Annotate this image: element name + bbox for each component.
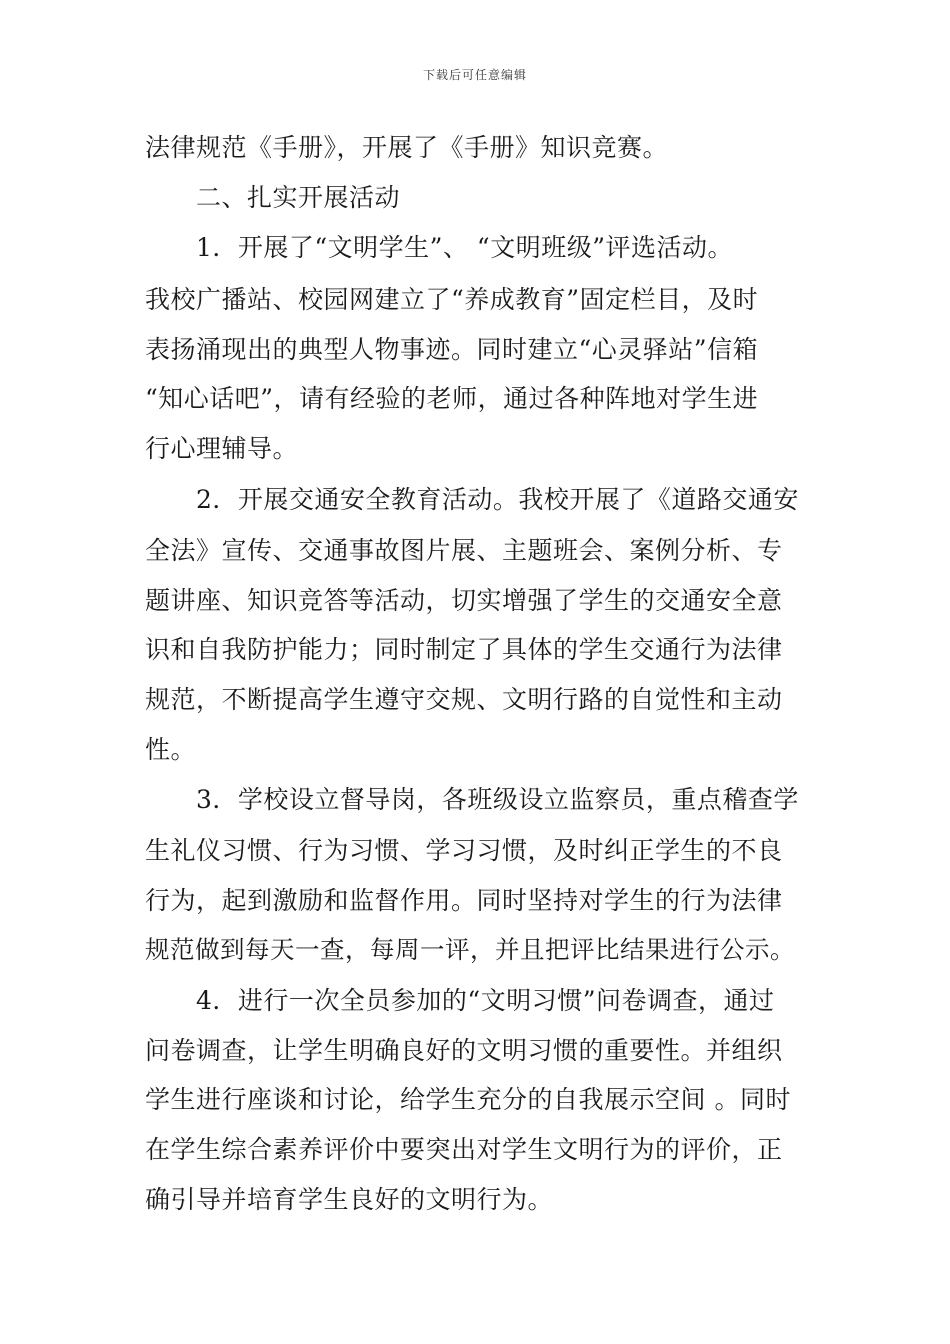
text-line: 题讲座、知识竞答等活动，切实增强了学生的交通安全意	[145, 586, 783, 615]
text-line: 3．学校设立督导岗，各班级设立监察员，重点稽查学	[145, 785, 799, 814]
text-line: 问卷调查，让学生明确良好的文明习惯的重要性。并组织	[145, 1036, 783, 1065]
text-line: “知心话吧”，请有经验的老师，通过各种阵地对学生进	[145, 384, 759, 413]
text-line: 确引导并培育学生良好的文明行为。	[145, 1185, 554, 1214]
text-line: 识和自我防护能力；同时制定了具体的学生交通行为法律	[145, 635, 783, 664]
text-line: 规范，不断提高学生遵守交规、文明行路的自觉性和主动	[145, 685, 783, 714]
text-line: 我校广播站、校园网建立了“养成教育”固定栏目，及时	[145, 285, 759, 314]
text-line: 表扬涌现出的典型人物事迹。同时建立“心灵驿站”信箱	[145, 335, 759, 364]
text-line: 行为，起到激励和监督作用。同时坚持对学生的行为法律	[145, 886, 783, 915]
text-line: 规范做到每天一查，每周一评，并且把评比结果进行公示。	[145, 935, 795, 964]
text-line: 学生进行座谈和讨论，给学生充分的自我展示空间 。同时	[145, 1085, 791, 1114]
text-line: 行心理辅导。	[145, 434, 299, 463]
text-line: 全法》宣传、交通事故图片展、主题班会、案例分析、专	[145, 536, 783, 565]
text-line: 生礼仪习惯、行为习惯、学习习惯，及时纠正学生的不良	[145, 836, 783, 865]
text-line: 性。	[145, 735, 197, 764]
section-heading: 二、扎实开展活动	[145, 183, 401, 212]
text-line: 4．进行一次全员参加的“文明习惯”问卷调查，通过	[145, 986, 775, 1015]
text-line: 在学生综合素养评价中要突出对学生文明行为的评价，正	[145, 1135, 783, 1164]
page-header: 下载后可任意编辑	[422, 68, 527, 82]
text-line: 法律规范《手册》，开展了《手册》知识竞赛。	[145, 133, 669, 162]
text-line: 2．开展交通安全教育活动。我校开展了《道路交通安	[145, 485, 799, 514]
text-line: 1．开展了“文明学生”、 “文明班级”评选活动。	[145, 233, 733, 262]
